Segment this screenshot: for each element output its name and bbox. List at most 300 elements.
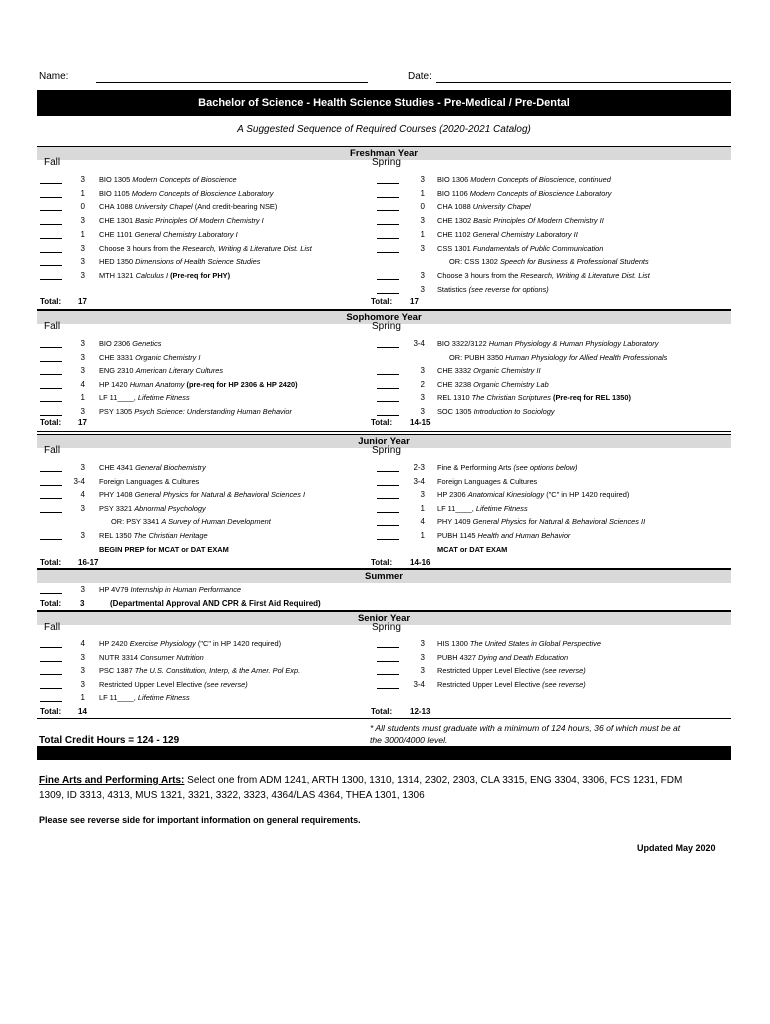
date-field[interactable] xyxy=(436,82,731,83)
course-item xyxy=(437,531,570,540)
course-code: Restricted Upper Level Elective xyxy=(99,679,203,689)
course-code: HIS 1300 xyxy=(437,639,468,648)
course-code: BIO 2306 xyxy=(99,339,131,348)
fine-arts-text-2: 1309, ID 3313, 4313, MUS 1321, 3321, 3322, 3323, 4364/LAS 4364, THEA 1301, 1306 xyxy=(39,790,425,801)
credit-blank[interactable] xyxy=(40,238,62,239)
course-name: The United States in Global Perspective xyxy=(469,639,601,648)
course-code: BIO 1106 xyxy=(437,188,468,198)
junior-spring-note: MCAT or DAT EXAM xyxy=(437,545,508,554)
credit-hours: 4 xyxy=(420,517,425,527)
course-name: American Literary Cultures xyxy=(135,366,224,376)
course-code: REL 1310 xyxy=(437,393,470,403)
course-item xyxy=(99,585,241,594)
course-item xyxy=(99,639,281,648)
course-name: Research, Writing & Literature Dist. List xyxy=(520,270,650,280)
credit-hours: 3 xyxy=(80,652,85,662)
credit-blank[interactable] xyxy=(40,498,62,499)
course-code: CSS 1301 xyxy=(437,243,471,253)
credit-blank[interactable] xyxy=(377,293,399,294)
course-name: (see reverse) xyxy=(204,679,248,689)
credit-hours: 3 xyxy=(80,339,85,348)
course-code: Choose 3 hours from the xyxy=(99,243,181,253)
credit-blank[interactable] xyxy=(377,347,399,348)
course-item xyxy=(437,244,603,253)
course-code: BIO 3322/3122 xyxy=(437,339,487,348)
credit-blank[interactable] xyxy=(40,210,62,211)
credit-hours: 3 xyxy=(80,352,85,362)
course-item xyxy=(437,189,611,198)
term-fall-label: Fall xyxy=(44,321,61,332)
course-item xyxy=(437,490,629,499)
course-item xyxy=(437,407,555,416)
credit-blank[interactable] xyxy=(377,238,399,239)
course-item xyxy=(437,393,631,402)
credit-hours: 3 xyxy=(80,463,85,472)
credit-blank[interactable] xyxy=(40,647,62,648)
course-code: OR: PUBH 3350 xyxy=(449,352,504,362)
credit-blank[interactable] xyxy=(40,224,62,225)
course-name: Human Physiology for Allied Health Professionals xyxy=(505,352,668,362)
credit-hours: 4 xyxy=(80,490,85,500)
section-heading-freshman: Freshman Year xyxy=(37,146,731,160)
course-item xyxy=(99,175,237,184)
credit-blank[interactable] xyxy=(40,688,62,689)
credit-blank[interactable] xyxy=(40,701,62,702)
course-item xyxy=(437,175,611,184)
course-code: CHE 4341 xyxy=(99,463,134,472)
course-name: Lifetime Fitness xyxy=(475,503,528,513)
page-subtitle: A Suggested Sequence of Required Courses (2020-2021 Catalog) xyxy=(237,124,531,135)
credit-blank[interactable] xyxy=(377,183,399,184)
course-item xyxy=(437,680,586,689)
credit-hours: 3 xyxy=(420,175,425,184)
term-fall-label: Fall xyxy=(44,445,61,456)
course-item xyxy=(437,517,645,526)
fine-arts-paragraph xyxy=(39,773,739,803)
course-item xyxy=(99,380,298,389)
credit-hours: 1 xyxy=(80,693,85,703)
course-name: University Chapel xyxy=(134,202,193,212)
credit-hours: 3 xyxy=(80,666,85,676)
credit-hours: 1 xyxy=(420,531,425,540)
credit-hours: 3 xyxy=(420,243,425,253)
credit-blank[interactable] xyxy=(40,279,62,280)
course-name: Organic Chemistry I xyxy=(135,352,201,362)
total-credit-hours: Total Credit Hours = 124 - 129 xyxy=(39,735,180,746)
term-spring-label: Spring xyxy=(372,622,401,633)
course-item xyxy=(99,216,264,225)
credit-blank[interactable] xyxy=(377,401,399,402)
course-name: Lifetime Fitness xyxy=(137,693,190,703)
course-name: (see options below) xyxy=(513,463,578,472)
summer-note: (Departmental Approval AND CPR & First Aid Required) xyxy=(110,599,321,608)
fall-total: 17 xyxy=(78,297,87,306)
footer-bar xyxy=(37,746,731,760)
course-note: (Pre-req for PHY) xyxy=(170,270,231,280)
name-label: Name: xyxy=(39,71,69,82)
course-item xyxy=(99,393,190,402)
course-item xyxy=(99,407,292,416)
term-spring-label: Spring xyxy=(372,321,401,332)
course-code: PHY 1408 xyxy=(99,490,133,500)
course-code: Choose 3 hours from the xyxy=(437,270,519,280)
course-code: CHE 1102 xyxy=(437,229,471,239)
spring-total: 12-13 xyxy=(410,707,431,716)
credit-blank[interactable] xyxy=(377,210,399,211)
credit-blank[interactable] xyxy=(40,539,62,540)
course-name: Basic Principles Of Modern Chemistry I xyxy=(135,216,264,226)
fine-arts-text-1: Select one from ADM 1241, ARTH 1300, 1310, 1314, 2302, 2303, CLA 3315, ENG 3304, 3306, FCS 1231, FDM xyxy=(184,775,683,786)
course-code: PSC 1387 xyxy=(99,666,133,676)
course-item xyxy=(99,353,200,362)
course-item xyxy=(437,477,537,486)
course-code: HP 2420 xyxy=(99,639,128,648)
credit-blank[interactable] xyxy=(377,415,399,416)
credit-hours: 3 xyxy=(80,366,85,376)
course-item xyxy=(437,271,650,280)
credit-hours: 4 xyxy=(80,639,85,648)
credit-hours: 3 xyxy=(80,270,85,280)
credit-hours: 3 xyxy=(420,366,425,376)
course-item xyxy=(99,504,206,513)
section-heading-junior: Junior Year xyxy=(37,434,731,448)
fine-arts-label: Fine Arts and Performing Arts: xyxy=(39,775,185,786)
course-name: Organic Chemistry II xyxy=(473,366,541,376)
credit-blank[interactable] xyxy=(40,361,62,362)
course-name: Fundamentals of Public Communication xyxy=(472,243,604,253)
credit-hours: 3 xyxy=(80,531,85,540)
course-name: Modern Concepts of Bioscience Laboratory xyxy=(131,188,274,198)
course-code: Foreign Languages & Cultures xyxy=(437,476,538,486)
course-code: HP 2306 xyxy=(437,490,466,500)
course-name: The U.S. Constitution, Interp, & the Amer. Pol Exp. xyxy=(134,666,301,676)
name-field[interactable] xyxy=(96,82,368,83)
course-name: The Christian Heritage xyxy=(133,531,208,540)
course-code: NUTR 3314 xyxy=(99,652,139,662)
reverse-note: Please see reverse side for important information on general requirements. xyxy=(39,815,361,825)
credit-hours: 3 xyxy=(420,490,425,500)
course-name: General Physics for Natural & Behavioral Sciences II xyxy=(472,517,646,527)
credit-hours: 3 xyxy=(420,216,425,226)
course-item xyxy=(437,653,568,662)
spring-total-label: Total: xyxy=(371,297,393,306)
course-code: LF 11____, xyxy=(99,393,136,403)
course-code: LF 11____, xyxy=(99,693,136,703)
course-code: Fine & Performing Arts xyxy=(437,463,512,472)
credit-blank[interactable] xyxy=(377,539,399,540)
course-item xyxy=(99,339,161,348)
course-item xyxy=(437,639,601,648)
course-item xyxy=(99,490,305,499)
credit-blank[interactable] xyxy=(377,252,399,253)
course-code: CHE 1301 xyxy=(99,216,134,226)
course-item xyxy=(437,666,586,675)
course-item xyxy=(99,202,277,211)
course-name: (see reverse for options) xyxy=(468,284,549,294)
course-note: ("C" in HP 1420 required) xyxy=(546,490,630,500)
credit-blank[interactable] xyxy=(40,374,62,375)
credit-hours: 3 xyxy=(80,679,85,689)
course-code: LF 11____, xyxy=(437,503,474,513)
course-code: PSY 3321 xyxy=(99,503,133,513)
course-item xyxy=(99,653,204,662)
spring-total: 17 xyxy=(410,297,419,306)
course-code: HP 4V79 xyxy=(99,585,129,594)
term-fall-label: Fall xyxy=(44,622,61,633)
course-code: Restricted Upper Level Elective xyxy=(437,666,541,676)
fall-total-label: Total: xyxy=(40,418,62,427)
page-title: Bachelor of Science - Health Science Studies - Pre-Medical / Pre-Dental xyxy=(37,90,731,116)
credit-blank[interactable] xyxy=(40,674,62,675)
credit-blank[interactable] xyxy=(377,224,399,225)
course-code: BIO 1105 xyxy=(99,188,130,198)
term-fall-label: Fall xyxy=(44,157,61,168)
credit-blank[interactable] xyxy=(40,347,62,348)
course-item xyxy=(99,680,248,689)
course-code: REL 1350 xyxy=(99,531,132,540)
course-item xyxy=(99,271,230,280)
credit-blank[interactable] xyxy=(377,374,399,375)
course-name: Human Anatomy xyxy=(129,379,185,389)
course-name: Genetics xyxy=(132,339,162,348)
course-code: Foreign Languages & Cultures xyxy=(99,476,200,486)
credit-hours: 3 xyxy=(420,393,425,403)
spring-total: 14-15 xyxy=(410,418,431,427)
course-item xyxy=(437,285,549,294)
course-name: Modern Concepts of Bioscience Laboratory xyxy=(469,188,612,198)
credit-hours: 3 xyxy=(420,284,425,294)
course-name: Exercise Physiology xyxy=(129,639,196,648)
course-code: PSY 1305 xyxy=(99,407,133,416)
credit-blank[interactable] xyxy=(40,593,62,594)
fall-total-label: Total: xyxy=(40,558,62,567)
credit-hours: 3 xyxy=(80,585,85,594)
course-item xyxy=(437,380,549,389)
course-code: SOC 1305 xyxy=(437,407,472,416)
spring-total-label: Total: xyxy=(371,418,393,427)
course-item xyxy=(99,477,199,486)
course-item xyxy=(437,216,604,225)
credit-hours: 3 xyxy=(80,243,85,253)
course-name: Anatomical Kinesiology xyxy=(467,490,545,500)
credit-hours: 4 xyxy=(80,379,85,389)
course-code: BIO 1305 xyxy=(99,175,131,184)
credit-hours: 3 xyxy=(420,270,425,280)
course-name: (see reverse) xyxy=(542,679,586,689)
credit-hours: 1 xyxy=(80,188,85,198)
fall-total: 17 xyxy=(78,418,87,427)
credit-hours: 2 xyxy=(420,379,425,389)
course-item xyxy=(99,531,208,540)
credit-blank[interactable] xyxy=(40,485,62,486)
course-name: Dying and Death Education xyxy=(478,652,569,662)
credit-blank[interactable] xyxy=(40,471,62,472)
credit-blank[interactable] xyxy=(377,647,399,648)
credit-blank[interactable] xyxy=(40,252,62,253)
fall-total-label: Total: xyxy=(40,297,62,306)
course-code: MTH 1321 xyxy=(99,270,134,280)
credit-blank[interactable] xyxy=(377,485,399,486)
course-name: (see reverse) xyxy=(542,666,586,676)
credit-hours: 0 xyxy=(420,202,425,212)
fall-total: 14 xyxy=(78,707,87,716)
course-code: PUBH 1145 xyxy=(437,531,476,540)
course-name: Health and Human Behavior xyxy=(477,531,571,540)
course-code: ENG 2310 xyxy=(99,366,134,376)
course-name: Calculus I xyxy=(135,270,169,280)
credit-hours: 1 xyxy=(80,393,85,403)
course-name: Consumer Nutrition xyxy=(140,652,204,662)
term-spring-label: Spring xyxy=(372,157,401,168)
course-item xyxy=(437,230,578,239)
credit-blank[interactable] xyxy=(40,197,62,198)
credit-hours: 3-4 xyxy=(413,339,425,348)
course-code: HED 1350 xyxy=(99,257,134,267)
term-spring-label: Spring xyxy=(372,445,401,456)
credit-blank[interactable] xyxy=(377,279,399,280)
course-name: Modern Concepts of Bioscience xyxy=(132,175,237,184)
section-heading-sophomore: Sophomore Year xyxy=(37,310,731,324)
credit-hours: 1 xyxy=(420,229,425,239)
course-code: PHY 1409 xyxy=(437,517,471,527)
credit-hours: 3 xyxy=(80,257,85,267)
course-code: CHE 1101 xyxy=(99,229,133,239)
course-code: Statistics xyxy=(437,284,467,294)
course-code: CHE 3238 xyxy=(437,379,472,389)
credit-blank[interactable] xyxy=(40,661,62,662)
course-name: Speech for Business & Professional Students xyxy=(499,257,649,267)
course-item xyxy=(99,666,300,675)
course-name: Lifetime Fitness xyxy=(137,393,190,403)
credit-blank[interactable] xyxy=(377,197,399,198)
credit-blank[interactable] xyxy=(377,688,399,689)
footnote-line-2: the 3000/4000 level. xyxy=(370,735,448,745)
credit-blank[interactable] xyxy=(377,512,399,513)
credit-hours: 3 xyxy=(420,652,425,662)
course-code: OR: CSS 1302 xyxy=(449,257,498,267)
fall-total: 16-17 xyxy=(78,558,99,567)
credit-hours: 3 xyxy=(420,407,425,416)
credit-blank[interactable] xyxy=(40,183,62,184)
course-item xyxy=(437,366,541,375)
credit-hours: 3 xyxy=(80,503,85,513)
summer-total: 3 xyxy=(80,599,85,608)
credit-blank[interactable] xyxy=(377,498,399,499)
credit-hours: 1 xyxy=(420,188,425,198)
summer-total-label: Total: xyxy=(40,599,62,608)
spring-total: 14-16 xyxy=(410,558,431,567)
course-code: Restricted Upper Level Elective xyxy=(437,679,541,689)
credit-blank[interactable] xyxy=(377,661,399,662)
course-code: CHE 3332 xyxy=(437,366,472,376)
course-item xyxy=(111,517,271,526)
course-name: Abnormal Psychology xyxy=(134,503,206,513)
course-code: CHE 1302 xyxy=(437,216,472,226)
course-item xyxy=(99,244,312,253)
course-code: OR: PSY 3341 xyxy=(111,517,160,527)
credit-hours: 3-4 xyxy=(413,476,425,486)
credit-blank[interactable] xyxy=(40,512,62,513)
credit-blank[interactable] xyxy=(377,471,399,472)
credit-hours: 2-3 xyxy=(413,463,425,472)
course-code: BIO 1306 xyxy=(437,175,469,184)
spring-total-label: Total: xyxy=(371,558,393,567)
course-item xyxy=(99,366,223,375)
credit-hours: 3 xyxy=(420,639,425,648)
footnote xyxy=(370,722,680,746)
course-name: General Chemistry Laboratory I xyxy=(134,229,238,239)
course-code: HP 1420 xyxy=(99,379,128,389)
course-name: The Christian Scriptures xyxy=(471,393,551,403)
junior-fall-note: BEGIN PREP for MCAT or DAT EXAM xyxy=(99,545,229,554)
course-item xyxy=(437,339,658,348)
credit-blank[interactable] xyxy=(377,388,399,389)
course-name: Internship in Human Performance xyxy=(130,585,242,594)
credit-hours: 3 xyxy=(80,407,85,416)
credit-hours: 0 xyxy=(80,202,85,212)
credit-hours: 3 xyxy=(420,666,425,676)
course-name: University Chapel xyxy=(472,202,531,212)
credit-hours: 3-4 xyxy=(73,476,85,486)
course-name: Introduction to Sociology xyxy=(473,407,555,416)
credit-blank[interactable] xyxy=(40,265,62,266)
course-item xyxy=(99,463,206,472)
course-name: Psych Science: Understanding Human Behavior xyxy=(134,407,292,416)
fall-total-label: Total: xyxy=(40,707,62,716)
credit-blank[interactable] xyxy=(40,415,62,416)
course-item xyxy=(449,353,667,362)
course-name: General Biochemistry xyxy=(135,463,206,472)
separator xyxy=(37,431,731,432)
updated-date: Updated May 2020 xyxy=(637,843,716,853)
course-code: CHA 1088 xyxy=(99,202,133,212)
credit-blank[interactable] xyxy=(40,401,62,402)
spring-total-label: Total: xyxy=(371,707,393,716)
course-name: General Chemistry Laboratory II xyxy=(472,229,578,239)
course-name: Human Physiology & Human Physiology Laboratory xyxy=(488,339,659,348)
course-item xyxy=(99,693,190,702)
credit-blank[interactable] xyxy=(40,388,62,389)
credit-blank[interactable] xyxy=(377,674,399,675)
course-item xyxy=(99,189,273,198)
course-name: Research, Writing & Literature Dist. List xyxy=(182,243,312,253)
course-item xyxy=(99,230,238,239)
credit-hours: 3 xyxy=(80,216,85,226)
course-item xyxy=(437,463,578,472)
footnote-line-1: * All students must graduate with a minimum of 124 hours, 36 of which must be at xyxy=(370,723,681,733)
course-note: (And credit-bearing NSE) xyxy=(194,202,278,212)
section-heading-summer: Summer xyxy=(37,569,731,583)
section-heading-senior: Senior Year xyxy=(37,611,731,625)
course-note: ("C" in HP 1420 required) xyxy=(197,639,282,648)
credit-blank[interactable] xyxy=(377,525,399,526)
course-code: PUBH 4327 xyxy=(437,652,477,662)
course-note: (pre-req for HP 2306 & HP 2420) xyxy=(186,379,298,389)
course-code: CHE 3331 xyxy=(99,352,134,362)
credit-hours: 3 xyxy=(80,175,85,184)
date-label: Date: xyxy=(408,71,432,82)
course-name: Organic Chemistry Lab xyxy=(473,379,549,389)
course-code: CHA 1088 xyxy=(437,202,471,212)
course-name: Dimensions of Health Science Studies xyxy=(135,257,261,267)
course-note: (Pre-req for REL 1350) xyxy=(553,393,631,403)
credit-hours: 3-4 xyxy=(413,679,425,689)
course-name: A Survey of Human Development xyxy=(161,517,271,527)
separator xyxy=(37,718,731,719)
course-name: General Physics for Natural & Behavioral Sciences I xyxy=(134,490,306,500)
course-name: Basic Principles Of Modern Chemistry II xyxy=(473,216,604,226)
course-name: Modern Concepts of Bioscience, continued xyxy=(470,175,611,184)
